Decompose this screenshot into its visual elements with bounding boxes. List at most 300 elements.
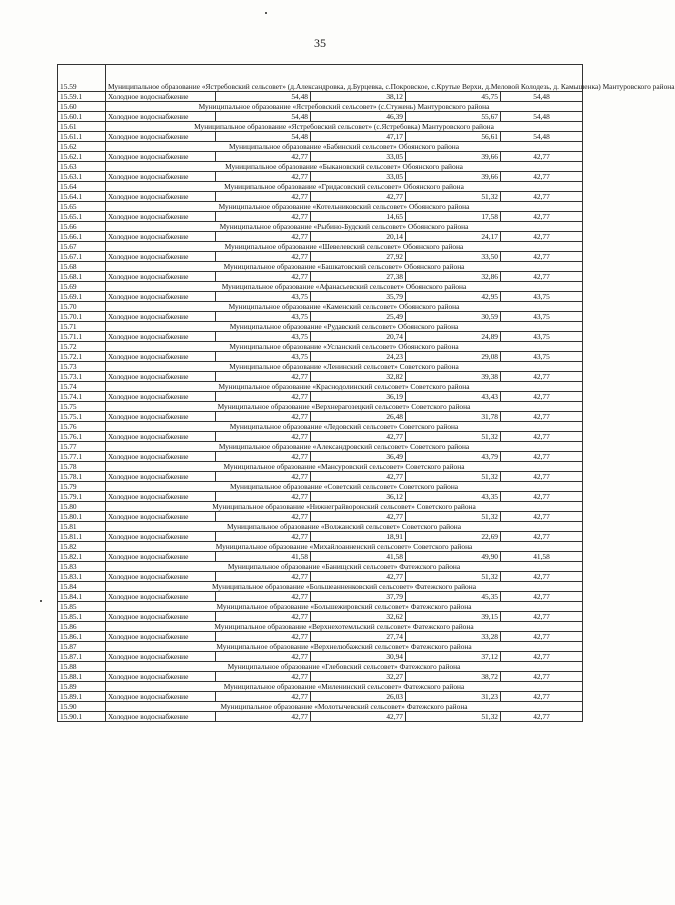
table-row [58, 272, 583, 282]
table-row [58, 492, 583, 502]
section-header-row [58, 122, 583, 132]
service-name: Холодное водоснабжение [106, 112, 216, 122]
table-row [58, 372, 583, 382]
section-header-row [58, 162, 583, 172]
section-title: Муниципальное образование «Михайлоанненский сельсовет» Советского района [106, 542, 583, 552]
table-row [58, 112, 583, 122]
table-row [58, 692, 583, 702]
section-code: 15.88 [58, 662, 106, 672]
row-code: 15.77.1 [58, 452, 106, 462]
section-header-row [58, 642, 583, 652]
tariff-value-2: 26,48 [311, 412, 406, 422]
tariff-value-4: 42,77 [501, 452, 583, 462]
section-title: Муниципальное образование «Большеанненковский сельсовет» Фатежского района [106, 582, 583, 592]
section-header-row [58, 362, 583, 372]
row-code: 15.75.1 [58, 412, 106, 422]
tariff-value-3: 49,90 [406, 552, 501, 562]
service-name: Холодное водоснабжение [106, 132, 216, 142]
tariff-value-1: 42,77 [216, 692, 311, 702]
tariff-value-3: 51,32 [406, 192, 501, 202]
scan-speck [265, 12, 267, 14]
tariff-value-4: 41,58 [501, 552, 583, 562]
tariff-value-3: 43,79 [406, 452, 501, 462]
tariff-value-4: 42,77 [501, 232, 583, 242]
section-header-row [58, 702, 583, 712]
table-row [58, 432, 583, 442]
tariff-value-4: 54,48 [501, 92, 583, 102]
table-row [58, 632, 583, 642]
row-code: 15.68.1 [58, 272, 106, 282]
tariff-value-3: 17,58 [406, 212, 501, 222]
service-name: Холодное водоснабжение [106, 292, 216, 302]
row-code: 15.81.1 [58, 532, 106, 542]
section-code: 15.67 [58, 242, 106, 252]
tariff-value-4: 42,77 [501, 152, 583, 162]
tariff-value-4: 54,48 [501, 132, 583, 142]
section-title: Муниципальное образование «Верхнерагозецкий сельсовет» Советского района [106, 402, 583, 412]
tariff-value-1: 42,77 [216, 372, 311, 382]
table-row [58, 532, 583, 542]
row-code: 15.72.1 [58, 352, 106, 362]
section-title: Муниципальное образование «Большежировский сельсовет» Фатежского района [106, 602, 583, 612]
table-row [58, 352, 583, 362]
section-title: Муниципальное образование «Котельниковский сельсовет» Обоянского района [106, 202, 583, 212]
tariff-value-2: 42,77 [311, 712, 406, 722]
tariff-value-2: 25,49 [311, 312, 406, 322]
section-code: 15.78 [58, 462, 106, 472]
row-code: 15.83.1 [58, 572, 106, 582]
section-code: 15.83 [58, 562, 106, 572]
row-code: 15.79.1 [58, 492, 106, 502]
tariff-value-2: 33,05 [311, 172, 406, 182]
tariff-value-1: 42,77 [216, 592, 311, 602]
section-header-row [58, 602, 583, 612]
section-header-row [58, 662, 583, 672]
tariff-value-3: 33,28 [406, 632, 501, 642]
tariff-value-2: 42,77 [311, 572, 406, 582]
tariff-value-4: 42,77 [501, 432, 583, 442]
tariff-value-4: 42,77 [501, 392, 583, 402]
tariff-value-3: 22,69 [406, 532, 501, 542]
tariff-value-3: 29,08 [406, 352, 501, 362]
section-title: Муниципальное образование «Ястребовский сельсовет» (с.Ястребовка) Мантуровского района [106, 122, 583, 132]
section-header-row [58, 142, 583, 152]
table-row [58, 292, 583, 302]
row-code: 15.88.1 [58, 672, 106, 682]
service-name: Холодное водоснабжение [106, 252, 216, 262]
section-code: 15.66 [58, 222, 106, 232]
tariff-value-4: 43,75 [501, 332, 583, 342]
section-code: 15.61 [58, 122, 106, 132]
section-header-row [58, 402, 583, 412]
tariff-value-2: 46,39 [311, 112, 406, 122]
tariff-value-3: 51,32 [406, 512, 501, 522]
section-title: Муниципальное образование «Мансуровский сельсовет» Советского района [106, 462, 583, 472]
tariff-value-1: 42,77 [216, 672, 311, 682]
tariff-value-4: 42,77 [501, 412, 583, 422]
service-name: Холодное водоснабжение [106, 352, 216, 362]
section-code: 15.87 [58, 642, 106, 652]
tariff-value-1: 43,75 [216, 292, 311, 302]
section-code: 15.85 [58, 602, 106, 612]
section-header-row [58, 262, 583, 272]
row-code: 15.65.1 [58, 212, 106, 222]
tariff-value-1: 42,77 [216, 232, 311, 242]
section-header-row [58, 482, 583, 492]
tariff-value-2: 36,49 [311, 452, 406, 462]
tariff-value-3: 39,66 [406, 172, 501, 182]
tariff-value-4: 42,77 [501, 472, 583, 482]
table-row [58, 172, 583, 182]
tariff-value-3: 51,32 [406, 472, 501, 482]
service-name: Холодное водоснабжение [106, 92, 216, 102]
service-name: Холодное водоснабжение [106, 692, 216, 702]
section-title: Муниципальное образование «Рудавский сельсовет» Обоянского района [106, 322, 583, 332]
scan-speck [40, 600, 42, 602]
service-name: Холодное водоснабжение [106, 532, 216, 542]
service-name: Холодное водоснабжение [106, 512, 216, 522]
tariff-value-1: 42,77 [216, 572, 311, 582]
service-name: Холодное водоснабжение [106, 212, 216, 222]
tariff-value-2: 38,12 [311, 92, 406, 102]
section-header-row [58, 302, 583, 312]
service-name: Холодное водоснабжение [106, 432, 216, 442]
table-row [58, 452, 583, 462]
tariff-value-4: 42,77 [501, 172, 583, 182]
section-code: 15.80 [58, 502, 106, 512]
table-row [58, 152, 583, 162]
tariff-value-4: 42,77 [501, 572, 583, 582]
tariff-value-4: 42,77 [501, 632, 583, 642]
tariff-value-4: 42,77 [501, 672, 583, 682]
row-code: 15.80.1 [58, 512, 106, 522]
row-code: 15.82.1 [58, 552, 106, 562]
section-code: 15.77 [58, 442, 106, 452]
tariff-value-3: 39,15 [406, 612, 501, 622]
section-code: 15.62 [58, 142, 106, 152]
section-title: Муниципальное образование «Рыбино-Будский сельсовет» Обоянского района [106, 222, 583, 232]
tariff-value-4: 42,77 [501, 272, 583, 282]
tariff-value-2: 26,03 [311, 692, 406, 702]
service-name: Холодное водоснабжение [106, 592, 216, 602]
tariff-value-4: 54,48 [501, 112, 583, 122]
tariff-value-3: 56,61 [406, 132, 501, 142]
section-title: Муниципальное образование «Краснодолинский сельсовет» Советского района [106, 382, 583, 392]
section-code: 15.75 [58, 402, 106, 412]
service-name: Холодное водоснабжение [106, 412, 216, 422]
section-title: Муниципальное образование «Верхнехотемльский сельсовет» Фатежского района [106, 622, 583, 632]
section-title: Муниципальное образование «Ястребовский сельсовет» (с.Стужень) Мантуровского района [106, 102, 583, 112]
service-name: Холодное водоснабжение [106, 332, 216, 342]
tariff-value-1: 42,77 [216, 152, 311, 162]
section-header-row [58, 622, 583, 632]
tariff-table-body [58, 65, 675, 722]
row-code: 15.78.1 [58, 472, 106, 482]
table-row [58, 312, 583, 322]
section-title: Муниципальное образование «Глебовский сельсовет» Фатежского района [106, 662, 583, 672]
tariff-value-2: 37,79 [311, 592, 406, 602]
section-title: Муниципальное образование «Усланский сельсовет» Обоянского района [106, 342, 583, 352]
section-header-row [58, 322, 583, 332]
table-row [58, 92, 583, 102]
section-header-row [58, 522, 583, 532]
section-code: 15.65 [58, 202, 106, 212]
tariff-value-3: 24,17 [406, 232, 501, 242]
service-name: Холодное водоснабжение [106, 232, 216, 242]
table-row [58, 212, 583, 222]
tariff-value-3: 38,72 [406, 672, 501, 682]
section-title: Муниципальное образование «Шевелевский сельсовет» Обоянского района [106, 242, 583, 252]
tariff-value-4: 42,77 [501, 192, 583, 202]
tariff-value-2: 42,77 [311, 472, 406, 482]
tariff-value-1: 41,58 [216, 552, 311, 562]
tariff-value-1: 42,77 [216, 192, 311, 202]
tariff-value-1: 42,77 [216, 272, 311, 282]
row-code: 15.60.1 [58, 112, 106, 122]
tariff-value-3: 31,78 [406, 412, 501, 422]
section-title: Муниципальное образование «Банищский сельсовет» Фатежского района [106, 562, 583, 572]
tariff-value-4: 42,77 [501, 532, 583, 542]
row-code: 15.64.1 [58, 192, 106, 202]
table-row [58, 392, 583, 402]
section-title: Муниципальное образование «Каменский сельсовет» Обоянского района [106, 302, 583, 312]
section-title: Муниципальное образование «Афанасьевский сельсовет» Обоянского района [106, 282, 583, 292]
section-header-row [58, 222, 583, 232]
tariff-value-3: 39,38 [406, 372, 501, 382]
section-header-row [58, 65, 583, 92]
table-row [58, 232, 583, 242]
tariff-value-3: 30,59 [406, 312, 501, 322]
tariff-value-4: 42,77 [501, 652, 583, 662]
service-name: Холодное водоснабжение [106, 372, 216, 382]
section-header-row [58, 582, 583, 592]
tariff-value-4: 42,77 [501, 372, 583, 382]
section-header-row [58, 422, 583, 432]
table-row [58, 652, 583, 662]
tariff-value-2: 20,14 [311, 232, 406, 242]
table-row [58, 472, 583, 482]
service-name: Холодное водоснабжение [106, 392, 216, 402]
tariff-value-1: 42,77 [216, 252, 311, 262]
service-name: Холодное водоснабжение [106, 672, 216, 682]
table-row [58, 612, 583, 622]
section-header-row [58, 502, 583, 512]
service-name: Холодное водоснабжение [106, 552, 216, 562]
tariff-value-1: 42,77 [216, 632, 311, 642]
table-row [58, 332, 583, 342]
table-row [58, 552, 583, 562]
tariff-table [57, 64, 675, 722]
tariff-value-3: 24,89 [406, 332, 501, 342]
tariff-value-4: 42,77 [501, 252, 583, 262]
tariff-value-1: 42,77 [216, 392, 311, 402]
section-code: 15.64 [58, 182, 106, 192]
tariff-value-4: 43,75 [501, 292, 583, 302]
section-title: Муниципальное образование «Верхнелюбажский сельсовет» Фатежского района [106, 642, 583, 652]
tariff-value-1: 43,75 [216, 332, 311, 342]
page-number: 35 [314, 36, 326, 50]
section-code: 15.59 [58, 65, 106, 92]
table-row [58, 572, 583, 582]
table-row [58, 512, 583, 522]
tariff-value-4: 42,77 [501, 492, 583, 502]
tariff-value-1: 42,77 [216, 712, 311, 722]
section-title: Муниципальное образование «Миленинский сельсовет» Фатежского района [106, 682, 583, 692]
row-code: 15.90.1 [58, 712, 106, 722]
service-name: Холодное водоснабжение [106, 192, 216, 202]
row-code: 15.70.1 [58, 312, 106, 322]
section-code: 15.84 [58, 582, 106, 592]
tariff-value-1: 42,77 [216, 412, 311, 422]
tariff-value-1: 42,77 [216, 452, 311, 462]
tariff-value-3: 43,35 [406, 492, 501, 502]
tariff-value-3: 45,35 [406, 592, 501, 602]
tariff-value-2: 36,12 [311, 492, 406, 502]
tariff-value-2: 24,23 [311, 352, 406, 362]
tariff-value-3: 31,23 [406, 692, 501, 702]
row-code: 15.66.1 [58, 232, 106, 242]
tariff-value-2: 20,74 [311, 332, 406, 342]
service-name: Холодное водоснабжение [106, 492, 216, 502]
section-code: 15.86 [58, 622, 106, 632]
tariff-value-3: 51,32 [406, 572, 501, 582]
tariff-value-4: 42,77 [501, 512, 583, 522]
tariff-value-3: 55,67 [406, 112, 501, 122]
service-name: Холодное водоснабжение [106, 172, 216, 182]
tariff-value-1: 43,75 [216, 352, 311, 362]
tariff-value-2: 32,27 [311, 672, 406, 682]
tariff-value-2: 18,91 [311, 532, 406, 542]
tariff-value-3: 42,95 [406, 292, 501, 302]
tariff-value-2: 27,92 [311, 252, 406, 262]
row-code: 15.84.1 [58, 592, 106, 602]
tariff-value-4: 43,75 [501, 312, 583, 322]
section-header-row [58, 562, 583, 572]
tariff-value-3: 51,32 [406, 432, 501, 442]
table-row [58, 132, 583, 142]
section-code: 15.90 [58, 702, 106, 712]
section-code: 15.74 [58, 382, 106, 392]
service-name: Холодное водоснабжение [106, 632, 216, 642]
service-name: Холодное водоснабжение [106, 712, 216, 722]
tariff-value-4: 42,77 [501, 212, 583, 222]
tariff-value-2: 30,94 [311, 652, 406, 662]
section-header-row [58, 542, 583, 552]
tariff-value-1: 42,77 [216, 652, 311, 662]
tariff-value-2: 27,38 [311, 272, 406, 282]
row-code: 15.87.1 [58, 652, 106, 662]
tariff-value-3: 43,43 [406, 392, 501, 402]
tariff-value-2: 35,79 [311, 292, 406, 302]
table-row [58, 712, 583, 722]
section-code: 15.71 [58, 322, 106, 332]
row-code: 15.62.1 [58, 152, 106, 162]
tariff-value-1: 42,77 [216, 492, 311, 502]
row-code: 15.76.1 [58, 432, 106, 442]
section-title: Муниципальное образование «Ледовский сельсовет» Советского района [106, 422, 583, 432]
row-code: 15.85.1 [58, 612, 106, 622]
section-header-row [58, 442, 583, 452]
tariff-value-3: 51,32 [406, 712, 501, 722]
tariff-value-2: 32,62 [311, 612, 406, 622]
service-name: Холодное водоснабжение [106, 652, 216, 662]
tariff-value-1: 42,77 [216, 612, 311, 622]
section-title: Муниципальное образование «Молотычевский сельсовет» Фатежского района [106, 702, 583, 712]
section-header-row [58, 342, 583, 352]
section-header-row [58, 682, 583, 692]
table-row [58, 252, 583, 262]
section-header-row [58, 282, 583, 292]
section-code: 15.69 [58, 282, 106, 292]
tariff-value-3: 37,12 [406, 652, 501, 662]
service-name: Холодное водоснабжение [106, 472, 216, 482]
tariff-value-2: 36,19 [311, 392, 406, 402]
section-title: Муниципальное образование «Бабинский сельсовет» Обоянского района [106, 142, 583, 152]
service-name: Холодное водоснабжение [106, 612, 216, 622]
tariff-value-1: 42,77 [216, 432, 311, 442]
service-name: Холодное водоснабжение [106, 452, 216, 462]
tariff-value-2: 47,17 [311, 132, 406, 142]
section-header-row [58, 202, 583, 212]
row-code: 15.71.1 [58, 332, 106, 342]
row-code: 15.74.1 [58, 392, 106, 402]
row-code: 15.61.1 [58, 132, 106, 142]
row-code: 15.73.1 [58, 372, 106, 382]
tariff-value-4: 42,77 [501, 592, 583, 602]
tariff-value-2: 14,65 [311, 212, 406, 222]
row-code: 15.67.1 [58, 252, 106, 262]
tariff-value-1: 54,48 [216, 92, 311, 102]
tariff-value-1: 43,75 [216, 312, 311, 322]
tariff-value-3: 33,50 [406, 252, 501, 262]
tariff-value-1: 42,77 [216, 212, 311, 222]
table-row [58, 192, 583, 202]
tariff-value-2: 41,58 [311, 552, 406, 562]
tariff-value-2: 42,77 [311, 512, 406, 522]
tariff-value-1: 42,77 [216, 472, 311, 482]
section-header-row [58, 382, 583, 392]
section-code: 15.82 [58, 542, 106, 552]
tariff-value-3: 32,86 [406, 272, 501, 282]
tariff-value-4: 43,75 [501, 352, 583, 362]
tariff-value-2: 42,77 [311, 432, 406, 442]
section-code: 15.81 [58, 522, 106, 532]
tariff-value-1: 42,77 [216, 172, 311, 182]
section-code: 15.70 [58, 302, 106, 312]
tariff-value-4: 42,77 [501, 612, 583, 622]
section-title: Муниципальное образование «Ястребовский сельсовет» (д.Александровка, д.Бурцевка, с.Покровское, с.Крутые Верхи, д.Меловой Колодезь, д. Камышенка) Мантуровского района [106, 65, 583, 92]
section-title: Муниципальное образование «Ленинский сельсовет» Советского района [106, 362, 583, 372]
section-title: Муниципальное образование «Башкатовский сельсовет» Обоянского района [106, 262, 583, 272]
section-code: 15.72 [58, 342, 106, 352]
tariff-value-3: 39,66 [406, 152, 501, 162]
section-header-row [58, 182, 583, 192]
service-name: Холодное водоснабжение [106, 572, 216, 582]
section-code: 15.89 [58, 682, 106, 692]
tariff-value-1: 42,77 [216, 512, 311, 522]
section-title: Муниципальное образование «Волжанский сельсовет» Советского района [106, 522, 583, 532]
section-title: Муниципальное образование «Александровский сельсовет» Советского района [106, 442, 583, 452]
table-row [58, 592, 583, 602]
tariff-value-1: 54,48 [216, 132, 311, 142]
service-name: Холодное водоснабжение [106, 152, 216, 162]
tariff-value-2: 33,05 [311, 152, 406, 162]
row-code: 15.86.1 [58, 632, 106, 642]
tariff-value-3: 45,75 [406, 92, 501, 102]
table-row [58, 412, 583, 422]
tariff-value-1: 42,77 [216, 532, 311, 542]
tariff-value-4: 42,77 [501, 692, 583, 702]
